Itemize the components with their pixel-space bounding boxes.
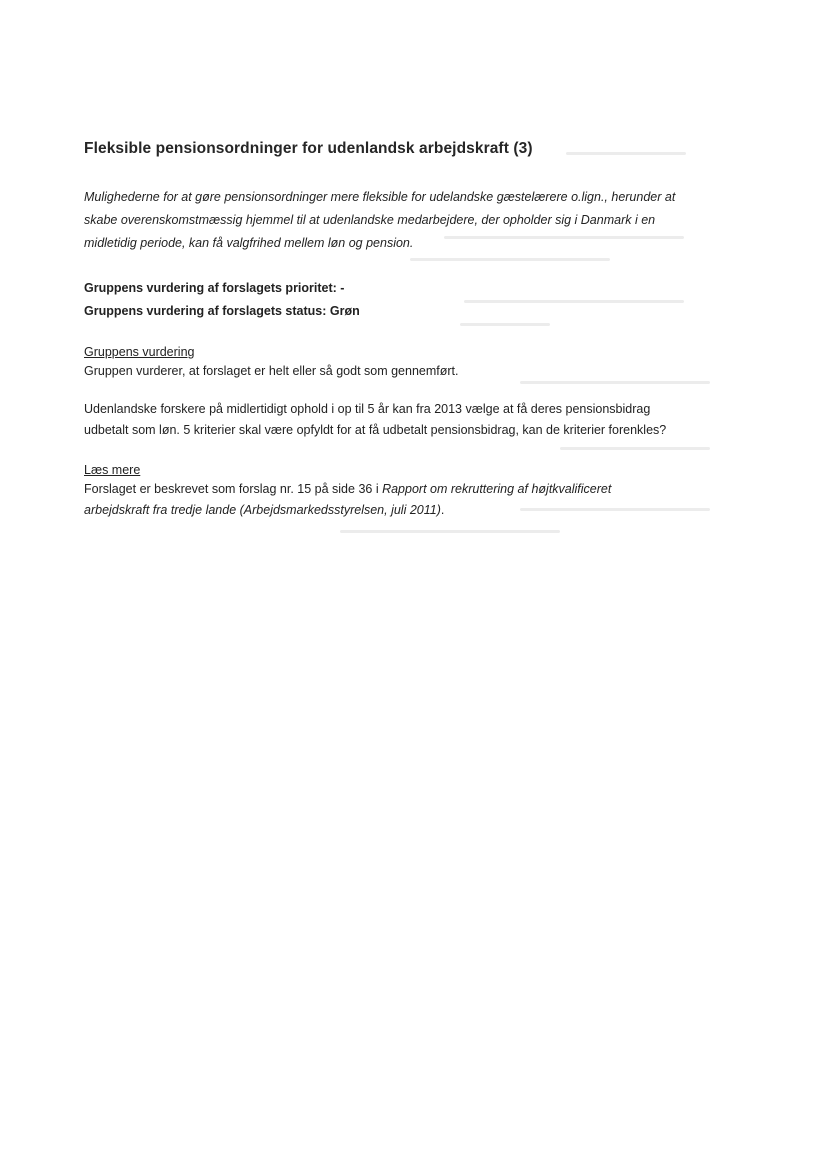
- report-title-part-2: arbejdskraft fra tredje lande (Arbejdsmarkedsstyrelsen, juli 2011): [84, 503, 441, 517]
- assessment-summary: [84, 277, 744, 323]
- assessment-text: Gruppen vurderer, at forslaget er helt eller så godt som gennemført.: [84, 364, 459, 378]
- readmore-prefix: Forslaget er beskrevet som forslag nr. 15 på side 36 i: [84, 482, 383, 496]
- report-title-part-1: Rapport om rekruttering af højtkvalificeret: [382, 482, 612, 496]
- assessment-heading: Gruppens vurdering: [84, 345, 195, 359]
- detail-line: Udenlandske forskere på midlertidigt ophold i op til 5 år kan fra 2013 vælge at få deres pensionsbidrag: [84, 402, 651, 416]
- detail-paragraph: [84, 399, 744, 441]
- document-title: Fleksible pensionsordninger for udenlandsk arbejdskraft (3): [84, 140, 533, 157]
- status-line: Gruppens vurdering af forslagets status: Grøn: [84, 304, 360, 318]
- priority-line: Gruppens vurdering af forslagets prioritet: -: [84, 281, 345, 295]
- intro-line: midletidig periode, kan få valgfrihed mellem løn og pension.: [84, 236, 414, 250]
- readmore-line-2: [84, 500, 744, 521]
- intro-paragraph: [84, 186, 744, 255]
- intro-line: skabe overenskomstmæssig hjemmel til at udenlandske medarbejdere, der opholder sig i Danmark i en: [84, 213, 656, 227]
- readmore-paragraph: [84, 479, 744, 521]
- readmore-suffix: .: [440, 503, 445, 517]
- intro-line: Mulighederne for at gøre pensionsordninger mere fleksible for udelandske gæstelærere o.lign., herunder at: [84, 190, 676, 204]
- readmore-line-1: [84, 479, 744, 500]
- readmore-heading: Læs mere: [84, 463, 141, 477]
- detail-line: udbetalt som løn. 5 kriterier skal være opfyldt for at få udbetalt pensionsbidrag, kan de kriterier forenkles?: [84, 423, 667, 437]
- bleed-through-mark: [340, 530, 560, 533]
- document-page: [84, 140, 744, 521]
